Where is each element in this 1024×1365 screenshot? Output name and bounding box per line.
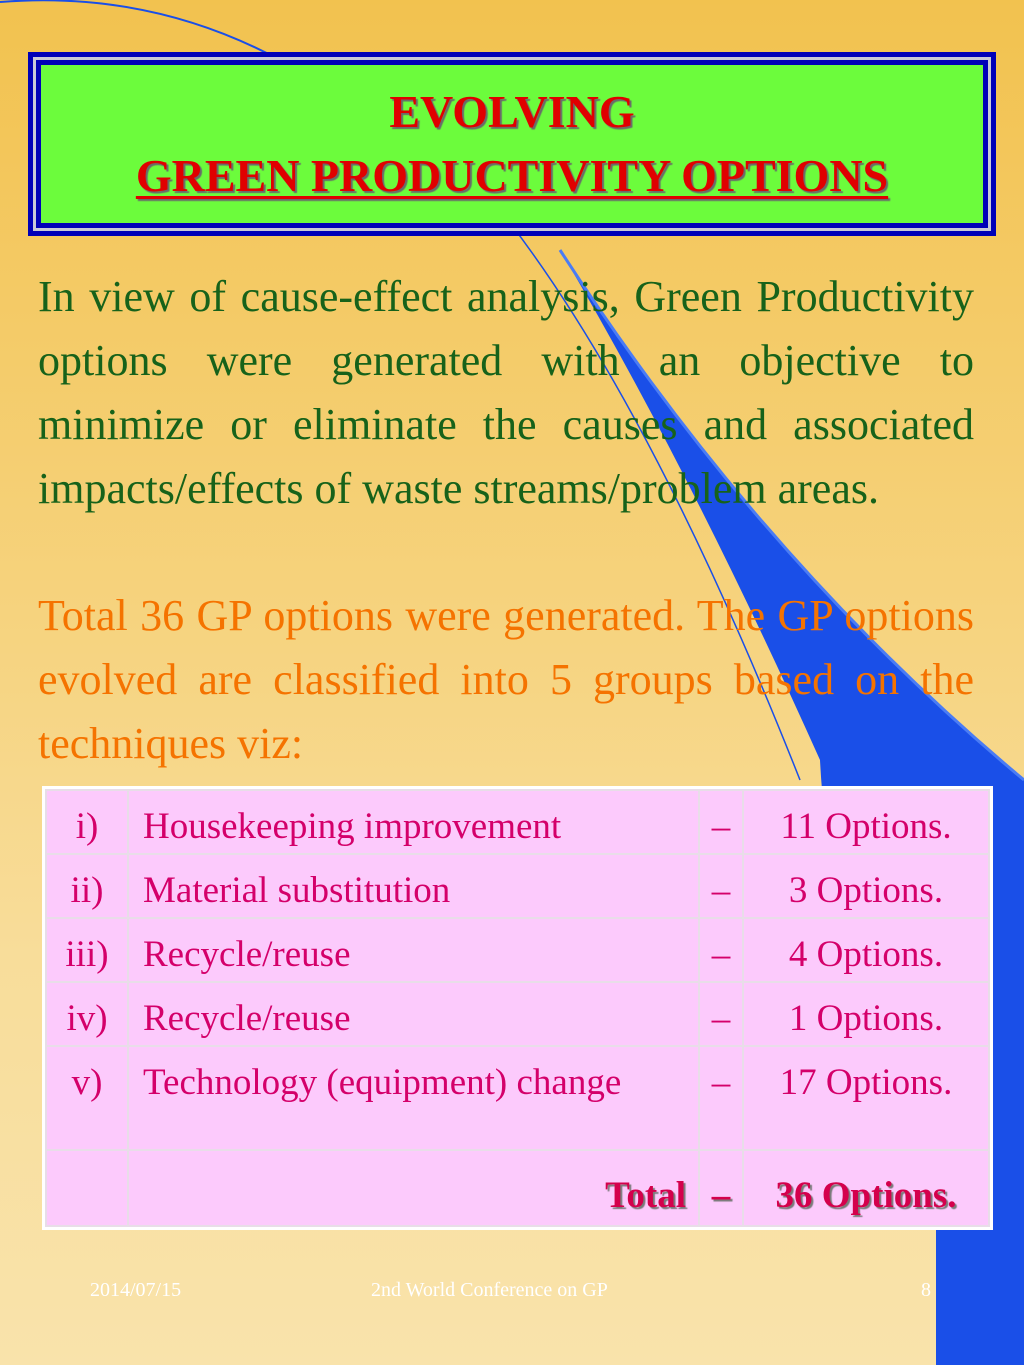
total-dash: – [699, 1150, 743, 1226]
row-dash: – [699, 854, 743, 918]
row-options-count: 4 Options. [743, 918, 989, 982]
row-number: i) [46, 790, 128, 854]
row-options-count: 3 Options. [743, 854, 989, 918]
footer-page-number: 8 [921, 1279, 931, 1301]
row-number: iii) [46, 918, 128, 982]
row-number: ii) [46, 854, 128, 918]
total-options-count: 36 Options. [743, 1150, 989, 1226]
intro-paragraph: In view of cause-effect analysis, Green Productivity options were generated with an objective to minimize or eliminate the causes and associated impacts/effects of waste streams/problem areas. [38, 272, 974, 513]
total-number-cell [46, 1150, 128, 1226]
row-options-count: 11 Options. [743, 790, 989, 854]
row-dash: – [699, 982, 743, 1046]
options-table-frame [42, 786, 993, 1230]
table-row [46, 1046, 989, 1150]
title-line-1: EVOLVING [389, 86, 635, 137]
row-number: iv) [46, 982, 128, 1046]
row-technique: Recycle/reuse [128, 918, 699, 982]
table-total-row [46, 1150, 989, 1226]
table-row [46, 982, 989, 1046]
table-row [46, 854, 989, 918]
row-technique: Recycle/reuse [128, 982, 699, 1046]
row-number: v) [46, 1046, 128, 1150]
title-banner [28, 52, 996, 236]
row-dash: – [699, 1046, 743, 1150]
row-dash: – [699, 918, 743, 982]
title-banner-ring [33, 57, 991, 231]
table-row [46, 918, 989, 982]
total-label: Total [128, 1150, 699, 1226]
row-dash: – [699, 790, 743, 854]
row-technique: Material substitution [128, 854, 699, 918]
row-options-count: 17 Options. [743, 1046, 989, 1150]
options-table [45, 789, 990, 1227]
footer-date: 2014/07/15 [90, 1279, 182, 1301]
summary-paragraph: Total 36 GP options were generated. The GP options evolved are classified into 5 groups based on the techniques viz: [38, 591, 974, 768]
row-technique: Technology (equipment) change [128, 1046, 699, 1150]
title-line-2: GREEN PRODUCTIVITY OPTIONS [135, 150, 889, 201]
table-row [46, 790, 989, 854]
title-banner-inner [41, 65, 983, 223]
footer-conference: 2nd World Conference on GP [371, 1279, 608, 1301]
row-options-count: 1 Options. [743, 982, 989, 1046]
row-technique: Housekeeping improvement [128, 790, 699, 854]
